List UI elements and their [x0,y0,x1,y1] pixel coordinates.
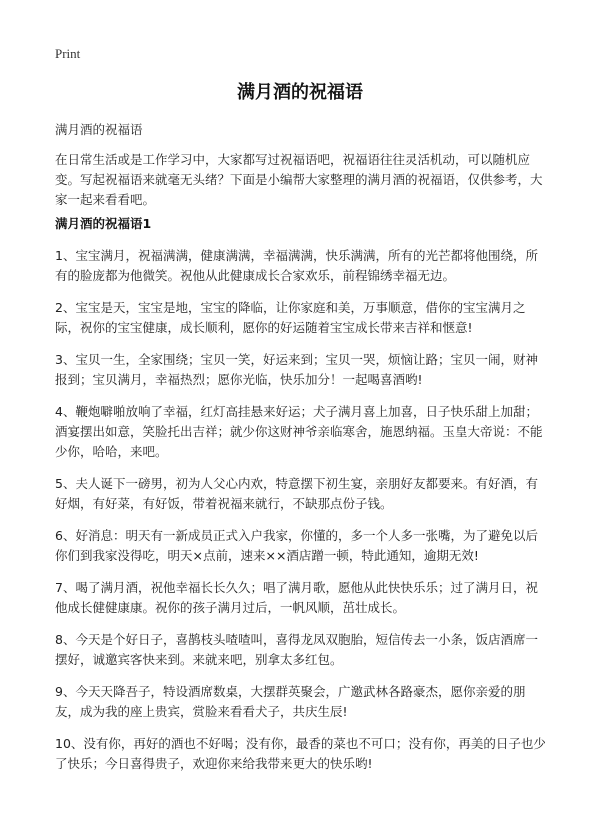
blessing-item: 9、今天天降吾子，特设酒席数桌，大摆群英聚会，广邀武林各路豪杰，愿你亲爱的朋友，成为我的座上贵宾，赏脸来看看犬子，共庆生辰! [55,684,526,719]
print-label[interactable]: Print [55,46,81,61]
blessing-list [55,246,550,786]
blessing-item: 5、夫人诞下一磅男，初为人父心内欢，特意摆下初生宴，亲朋好友都要来。有好酒，有好烟，有好菜，有好饭，带着祝福来就行，不缺那点份子钱。 [55,476,538,511]
blessing-item: 8、今天是个好日子，喜鹊枝头喳喳叫，喜得龙凤双胞胎，短信传去一小条，饭店酒席一摆好，诚邀宾客快来到。来就来吧，别拿太多红包。 [55,632,538,667]
blessing-item: 10、没有你，再好的酒也不好喝；没有你，最香的菜也不可口；没有你，再美的日子也少了快乐；今日喜得贵子，欢迎你来给我带来更大的快乐哟! [55,736,546,771]
page-title: 满月酒的祝福语 [237,82,363,103]
page-subtitle: 满月酒的祝福语 [55,122,143,137]
blessing-item: 3、宝贝一生，全家围绕；宝贝一笑，好运来到；宝贝一哭，烦恼让路；宝贝一闹，财神报到；宝贝满月，幸福热烈；愿你光临，快乐加分！一起喝喜酒哟! [55,352,538,387]
blessing-item: 4、鞭炮噼啪放响了幸福，红灯高挂悬来好运；犬子满月喜上加喜，日子快乐甜上加甜；酒宴摆出如意，笑脸托出吉祥；就少你这财神爷亲临寒舍，施恩纳福。玉皇大帝说：不能少你，哈哈，来吧。 [55,404,543,459]
section-heading: 满月酒的祝福语1 [55,216,152,231]
blessing-item: 7、喝了满月酒，祝他幸福长长久久；唱了满月歌，愿他从此快快乐乐；过了满月日，祝他成长健健康康。祝你的孩子满月过后，一帆风顺，茁壮成长。 [55,580,538,615]
blessing-item: 6、好消息：明天有一新成员正式入户我家，你懂的，多一个人多一张嘴，为了避免以后你们到我家没得吃，明天×点前，速来××酒店蹭一顿，特此通知，逾期无效! [55,528,538,563]
blessing-item: 1、宝宝满月，祝福满满，健康满满，幸福满满，快乐满满，所有的光芒都将他围绕，所有的脸庞都为他微笑。祝他从此健康成长合家欢乐，前程锦绣幸福无边。 [55,248,538,283]
blessing-item: 2、宝宝是天，宝宝是地，宝宝的降临，让你家庭和美，万事顺意，借你的宝宝满月之际，祝你的宝宝健康，成长顺利，愿你的好运随着宝宝成长带来吉祥和惬意! [55,300,526,335]
intro-paragraph: 在日常生活或是工作学习中，大家都写过祝福语吧，祝福语往往灵活机动，可以随机应变。写起祝福语来就毫无头绪？下面是小编帮大家整理的满月酒的祝福语，仅供参考，大家一起来看看吧。 [55,152,543,207]
